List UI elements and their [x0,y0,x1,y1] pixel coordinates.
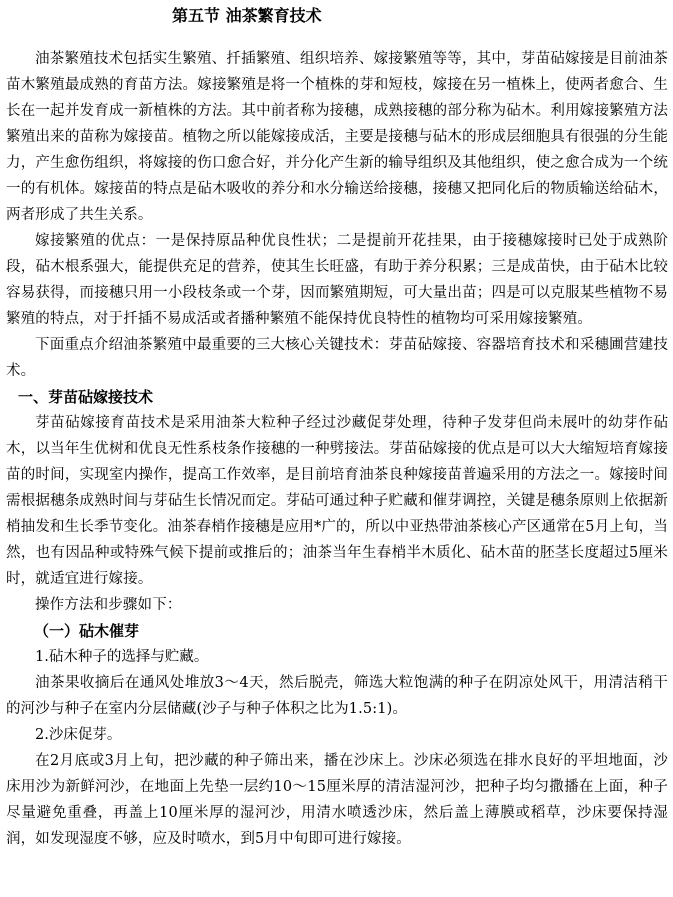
advantages-paragraph: 嫁接繁殖的优点：一是保持原品种优良性状；二是提前开花挂果，由于接穗嫁接时已处于成熟阶段，砧木根系强大，能提供充足的营养，使其生长旺盛，有助于养分积累；三是成苗快，由于砧木比较容易获得，而接穗只用一小段枝条或一个芽，因而繁殖期短，可大量出苗；四是可以克服某些植物不易繁殖的特点，对于扦插不易成活或者播种繁殖不能保持优良特性的植物均可采用嫁接繁殖。 [6,233,668,327]
sand-bed-paragraph: 在2月底或3月上旬，把沙藏的种子筛出来，播在沙床上。沙床必须选在排水良好的平坦地面，沙床用沙为新鲜河沙，在地面上先垫一层约10～15厘米厚的清洁湿河沙，把种子均匀撒播在上面，种子尽量避免重叠，再盖上10厘米厚的湿河沙，用清水喷透沙床，然后盖上薄膜或稻草，沙床要保持湿润，如发现湿度不够，应及时喷水，到5月中旬即可进行嫁接。 [6,753,668,847]
grafting-paragraph: 芽苗砧嫁接育苗技术是采用油茶大粒种子经过沙藏促芽处理，待种子发芽但尚未展叶的幼芽作砧木，以当年生优树和优良无性系枝条作接穗的一种劈接法。芽苗砧嫁接的优点是可以大大缩短培育嫁接苗的时间，实现室内操作，提高工作效率，是目前培育油茶良种嫁接苗普遍采用的方法之一。嫁接时间需根据穗条成熟时间与芽砧生长情况而定。芽砧可通过种子贮藏和催芽调控，关键是穗条原则上依据新梢抽发和生长季节变化。油茶春梢作接穗是应用*广的，所以中亚热带油茶核心产区通常在5月上旬，当然，也有因品种或特殊气候下提前或推后的；油茶当年生春梢半木质化、砧木苗的胚茎长度超过5厘米时，就适宜进行嫁接。 [6,415,668,587]
overview-paragraph: 下面重点介绍油茶繁殖中最重要的三大核心关键技术：芽苗砧嫁接、容器培育技术和采穗圃营建技术。 [6,337,668,379]
section-title: 第五节 油茶繁育技术 [172,6,322,25]
seed-storage-paragraph: 油茶果收摘后在通风处堆放3～4天，然后脱壳，筛选大粒饱满的种子在阴凉处风干，用清洁稍干的河沙与种子在室内分层储藏(沙子与种子体积之比为1.5:1)。 [6,675,668,717]
subheading-rootstock-germination: （一）砧木催芽 [34,622,140,640]
intro-paragraph: 油茶繁殖技术包括实生繁殖、扦插繁殖、组织培养、嫁接繁殖等等，其中，芽苗砧嫁接是目前油茶苗木繁殖最成熟的育苗方法。嫁接繁殖是将一个植株的芽和短枝，嫁接在另一植株上，使两者愈合、生长在一起并发育成一新植株的方法。其中前者称为接穗，成熟接穗的部分称为砧木。利用嫁接繁殖方法繁殖出来的苗称为嫁接苗。植物之所以能嫁接成活，主要是接穗与砧木的形成层细胞具有很强的分生能力，产生愈伤组织，将嫁接的伤口愈合好，并分化产生新的输导组织及其他组织，使之愈合成为一个统一的有机体。嫁接苗的特点是砧木吸收的养分和水分输送给接穗，接穗又把同化后的物质输送给砧木，两者形成了共生关系。 [6,51,668,223]
heading-bud-seedling-grafting: 一、芽苗砧嫁接技术 [18,388,154,406]
item-sand-bed: 2.沙床促芽。 [35,727,122,743]
steps-intro: 操作方法和步骤如下： [35,597,182,613]
item-seed-selection: 1.砧木种子的选择与贮藏。 [35,649,209,665]
document-page [6,0,668,852]
